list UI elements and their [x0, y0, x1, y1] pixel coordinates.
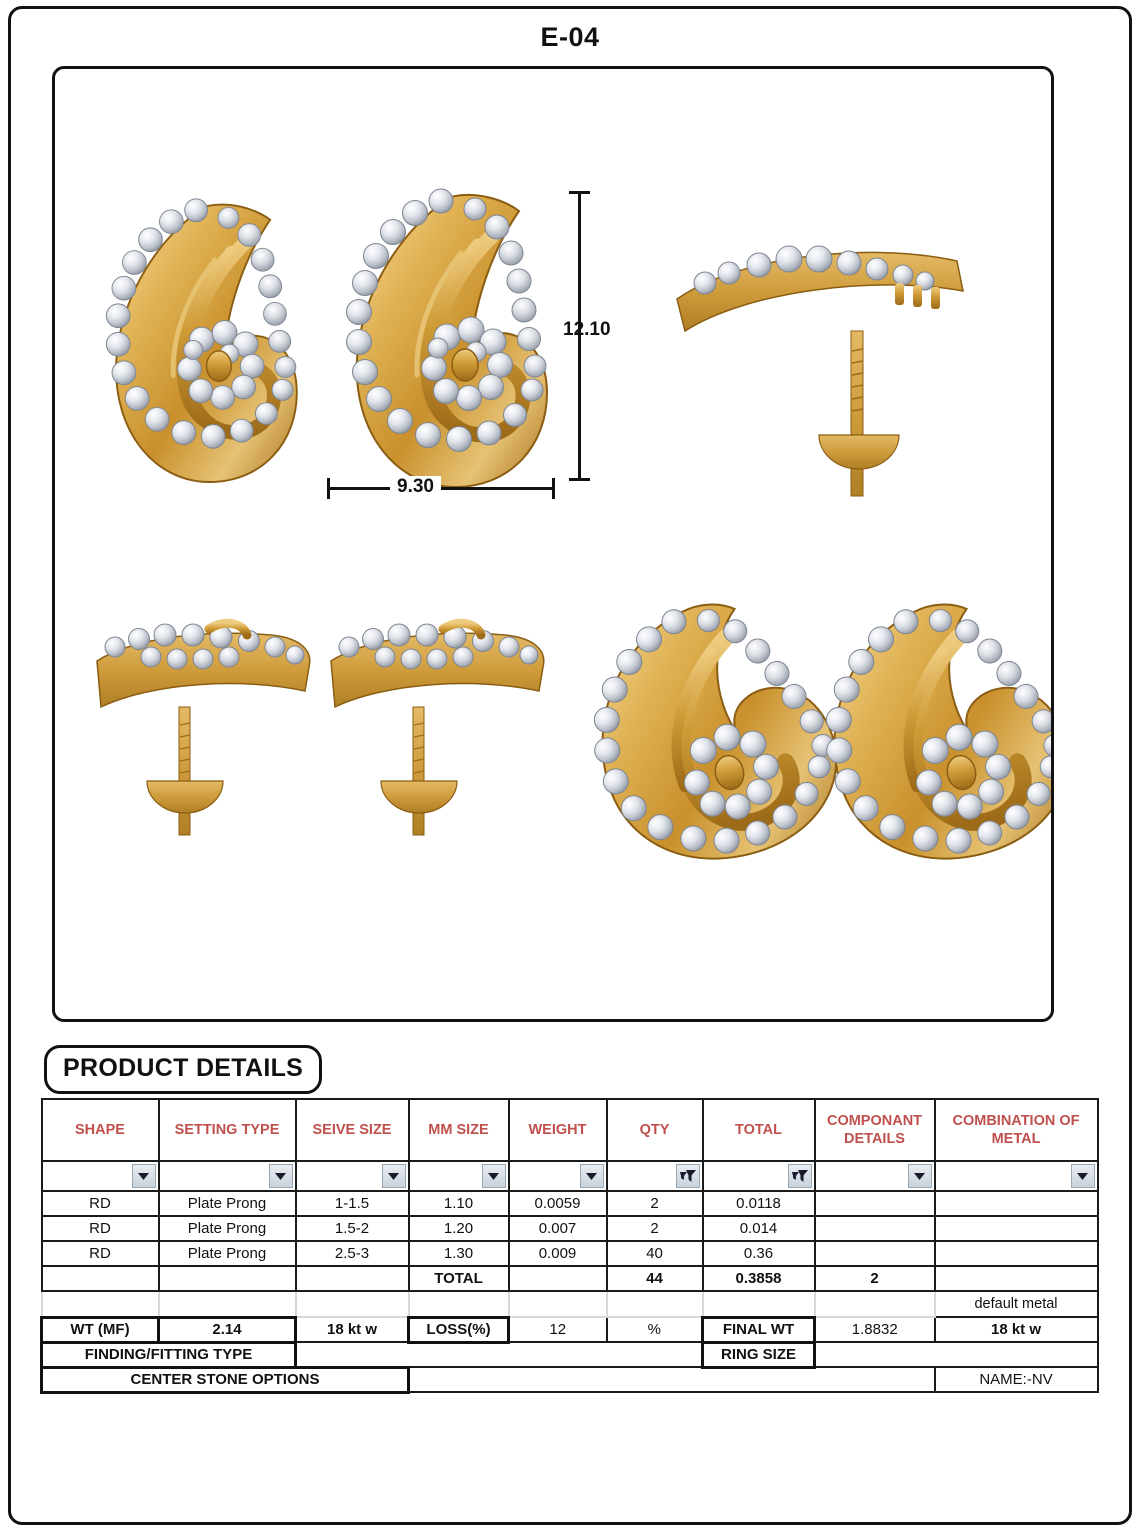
product-details-heading: PRODUCT DETAILS — [44, 1045, 322, 1094]
filter-cell-shape[interactable] — [42, 1161, 159, 1191]
render-area — [55, 69, 1051, 1019]
col-header-qty-line1: QTY — [639, 1121, 670, 1138]
product-details-table — [40, 1098, 1099, 1394]
center-stone-options-value — [409, 1367, 935, 1392]
ring-size-label: RING SIZE — [703, 1342, 815, 1367]
final-wt-label: FINAL WT — [703, 1317, 815, 1342]
col-header-total-line1: TOTAL — [735, 1121, 782, 1138]
col-header-seive-size — [296, 1099, 409, 1161]
table-summary-row — [42, 1317, 1098, 1342]
default-metal-blank-3 — [296, 1291, 409, 1317]
filter-cell-qty[interactable] — [607, 1161, 703, 1191]
col-header-setting-type — [159, 1099, 296, 1161]
loss-value: 12 — [509, 1317, 607, 1342]
cell-mm-size: 1.30 — [409, 1241, 509, 1266]
total-row-blank-seive — [296, 1266, 409, 1291]
chevron-down-icon[interactable] — [269, 1164, 293, 1188]
col-header-componant-details — [815, 1099, 935, 1161]
cell-combination-of-metal — [935, 1216, 1098, 1241]
width-dimension-line — [327, 487, 555, 490]
cell-shape: RD — [42, 1216, 159, 1241]
filter-cell-componant-details[interactable] — [815, 1161, 935, 1191]
ring-size-value — [815, 1342, 1098, 1367]
table-row — [42, 1216, 1098, 1241]
default-metal-blank-7 — [703, 1291, 815, 1317]
table-center-stone-row — [42, 1367, 1098, 1392]
earring-front-left — [106, 199, 296, 482]
filter-cell-weight[interactable] — [509, 1161, 607, 1191]
summary-metal: 18 kt w — [296, 1317, 409, 1342]
total-row-blank-weight — [509, 1266, 607, 1291]
table-filter-row — [42, 1161, 1098, 1191]
col-header-combination-of-metal-line1: COMBINATION OF — [952, 1112, 1080, 1129]
table-finding-row — [42, 1342, 1098, 1367]
cell-total: 0.0118 — [703, 1191, 815, 1216]
cell-setting-type: Plate Prong — [159, 1216, 296, 1241]
table-total-row — [42, 1266, 1098, 1291]
cell-total: 0.014 — [703, 1216, 815, 1241]
total-row-qty: 44 — [607, 1266, 703, 1291]
wt-mf-value: 2.14 — [159, 1317, 296, 1342]
filter-cell-setting-type[interactable] — [159, 1161, 296, 1191]
loss-label: LOSS(%) — [409, 1317, 509, 1342]
center-stone-options-label: CENTER STONE OPTIONS — [42, 1367, 409, 1392]
cell-weight: 0.007 — [509, 1216, 607, 1241]
default-metal-blank-4 — [409, 1291, 509, 1317]
final-metal: 18 kt w — [935, 1317, 1098, 1342]
earring-angled-view-2 — [801, 583, 1051, 882]
funnel-filter-icon[interactable] — [788, 1164, 812, 1188]
total-row-blank-setting — [159, 1266, 296, 1291]
cell-qty: 40 — [607, 1241, 703, 1266]
chevron-down-icon[interactable] — [580, 1164, 604, 1188]
filter-cell-seive-size[interactable] — [296, 1161, 409, 1191]
product-image-frame — [52, 66, 1054, 1022]
col-header-combination-of-metal-line2: METAL — [991, 1131, 1041, 1147]
col-header-qty — [607, 1099, 703, 1161]
col-header-componant-details-line2: DETAILS — [844, 1131, 905, 1147]
col-header-shape-line1: SHAPE — [75, 1121, 125, 1138]
chevron-down-icon[interactable] — [132, 1164, 156, 1188]
col-header-setting-type-line1: SETTING TYPE — [174, 1121, 280, 1138]
col-header-mm-size — [409, 1099, 509, 1161]
col-header-shape — [42, 1099, 159, 1161]
cell-qty: 2 — [607, 1216, 703, 1241]
total-row-componant-details: 2 — [815, 1266, 935, 1291]
earring-side-view-left-2 — [331, 623, 544, 835]
default-metal-blank-6 — [607, 1291, 703, 1317]
cell-qty: 2 — [607, 1191, 703, 1216]
table-row — [42, 1191, 1098, 1216]
cell-shape: RD — [42, 1191, 159, 1216]
final-wt-value: 1.8832 — [815, 1317, 935, 1342]
cell-combination-of-metal — [935, 1191, 1098, 1216]
cell-weight: 0.009 — [509, 1241, 607, 1266]
chevron-down-icon[interactable] — [1071, 1164, 1095, 1188]
cell-componant-details — [815, 1241, 935, 1266]
cell-seive-size: 1.5-2 — [296, 1216, 409, 1241]
col-header-weight-line1: WEIGHT — [528, 1121, 587, 1138]
table-header-row — [42, 1099, 1098, 1161]
total-row-blank-metal — [935, 1266, 1098, 1291]
cell-mm-size: 1.10 — [409, 1191, 509, 1216]
width-dimension-label: 9.30 — [390, 476, 441, 498]
col-header-mm-size-line1: MM SIZE — [428, 1121, 489, 1138]
default-metal-blank-1 — [42, 1291, 159, 1317]
chevron-down-icon[interactable] — [382, 1164, 406, 1188]
total-row-total: 0.3858 — [703, 1266, 815, 1291]
chevron-down-icon[interactable] — [482, 1164, 506, 1188]
page-title: E-04 — [540, 22, 600, 52]
filter-cell-combination-of-metal[interactable] — [935, 1161, 1098, 1191]
chevron-down-icon[interactable] — [908, 1164, 932, 1188]
cell-mm-size: 1.20 — [409, 1216, 509, 1241]
cell-weight: 0.0059 — [509, 1191, 607, 1216]
filter-cell-total[interactable] — [703, 1161, 815, 1191]
col-header-seive-size-line1: SEIVE SIZE — [312, 1121, 392, 1138]
cell-combination-of-metal — [935, 1241, 1098, 1266]
table-default-metal-row — [42, 1291, 1098, 1317]
default-metal-blank-8 — [815, 1291, 935, 1317]
finding-fitting-type-value — [296, 1342, 703, 1367]
jewelry-renders — [55, 69, 1051, 1019]
cell-componant-details — [815, 1216, 935, 1241]
total-row-blank-shape — [42, 1266, 159, 1291]
earring-side-view-top — [677, 246, 963, 496]
cell-setting-type: Plate Prong — [159, 1241, 296, 1266]
cell-total: 0.36 — [703, 1241, 815, 1266]
earring-front-right — [347, 189, 548, 487]
wt-mf-label: WT (MF) — [42, 1317, 159, 1342]
earring-side-view-left — [97, 623, 310, 835]
cell-componant-details — [815, 1191, 935, 1216]
col-header-componant-details-line1: COMPONANT — [826, 1112, 923, 1129]
design-name-value: NAME:-NV — [935, 1367, 1098, 1392]
col-header-weight — [509, 1099, 607, 1161]
cell-shape: RD — [42, 1241, 159, 1266]
col-header-total — [703, 1099, 815, 1161]
loss-unit: % — [607, 1317, 703, 1342]
earring-angled-view-1 — [569, 583, 853, 882]
funnel-filter-icon[interactable] — [676, 1164, 700, 1188]
cell-seive-size: 1-1.5 — [296, 1191, 409, 1216]
finding-fitting-type-label: FINDING/FITTING TYPE — [42, 1342, 296, 1367]
table-row — [42, 1241, 1098, 1266]
cell-setting-type: Plate Prong — [159, 1191, 296, 1216]
default-metal-blank-5 — [509, 1291, 607, 1317]
height-dimension-label: 12.10 — [563, 319, 611, 340]
filter-cell-mm-size[interactable] — [409, 1161, 509, 1191]
default-metal-value: default metal — [935, 1291, 1098, 1317]
cell-seive-size: 2.5-3 — [296, 1241, 409, 1266]
total-row-label: TOTAL — [409, 1266, 509, 1291]
default-metal-blank-2 — [159, 1291, 296, 1317]
col-header-combination-of-metal — [935, 1099, 1098, 1161]
